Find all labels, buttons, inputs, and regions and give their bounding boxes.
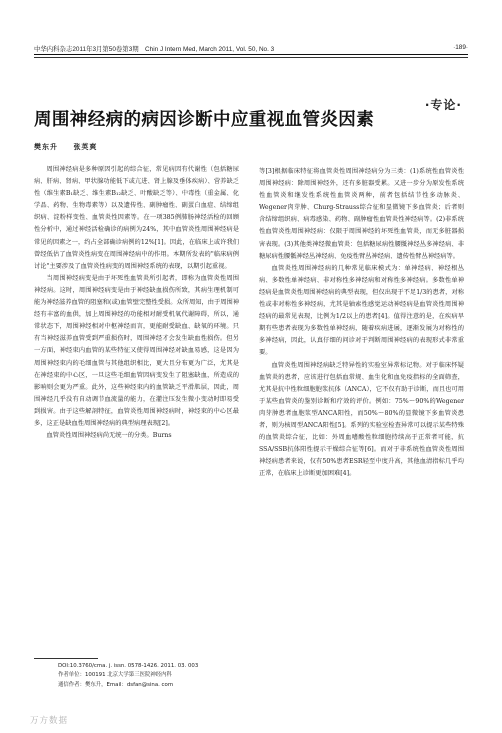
journal-citation: 中华内科杂志2011年3月第50卷第3期 Chin J Intern Med, March 2011, Vol. 50, No. 3: [34, 46, 275, 53]
author-name: 张英爽: [73, 143, 98, 151]
body-paragraph: 血管炎性周围神经病的几种常见临床模式为：单神经病、神经根丛病、多数性单神经病、非对称性多神经病和对称性多神经病。多数性单神经病是血管炎性周围神经病的典型表现，但仅出现于不足1/3的患者，对称性或非对称性多神经病，尤其是轴索性感觉运动神经病是血管炎性周围神经病的最常见表现，比例为1/2以上的患者[4]。值得注意的是，在疾病早期有些患者表现为多数性单神经病，随着疾病进展，逐渐发展为对称性的多神经病，因此，认真仔细的问诊对于判断周围神经病的表现形式非常重要。: [259, 264, 464, 357]
author-name: 樊东升: [34, 143, 58, 151]
footnote-rule: [34, 658, 98, 659]
body-paragraph: 周围神经病是多种原因引起的综合征，常见病因有代谢性（包括糖尿病、肝病、肾病、甲状腺功能低下或亢进、肾上腺及垂体疾病）、营养缺乏性（维生素B₁缺乏、维生素B₁₂缺乏、叶酸缺乏等）、中毒性（重金属、化学品、药物、生物毒素等）以及遗传性、副肿瘤性、副蛋白血症、结缔组织病、淀粉样变性、血管炎性因素等。在一项385例肺肠神经活检的回顾性分析中，通过神经活检确诊的病例为24%，其中血管炎性周围神经病是常见的因素之一，约占全部确诊病例的12%[1]。因此，在临床上或许我们曾经低估了血管炎性病变在周围神经病中的作用。本期所发表的"临床病例讨论"主要涉及了血管炎性病变的周围神经系统的表现，以期引起重视。: [34, 166, 239, 270]
body-column-left: [34, 164, 239, 442]
column-tag: ·专论·: [424, 98, 462, 112]
correspondence-line: 通信作者：樊东升，Email：dsfan@sina. com: [58, 681, 174, 688]
article-title: 周围神经病的病因诊断中应重视血管炎因素: [34, 110, 375, 130]
body-paragraph: 血管炎性周围神经病缺乏特异性的实验室异常标记物。对于临床怀疑血管炎的患者，应该进行包括血常规、血生化和血免疫指标的全面筛查，尤其是抗中性粒细胞胞浆抗体（ANCA），它不仅有助于诊断，而且也可用于某些血管炎的鉴别诊断和疗效的评价。例如：75%～90%的Wegener肉芽肿患者血胞浆型ANCA阳性，而50%～80%的显微镜下多血管炎患者，则为核周型ANCA阳性[5]。系列的实验室检查异常可以提示某些特殊的血管炎综合征，比如：外周血嗜酸性粒细胞持续高于正常者可能，抗SSA/SSB抗体阳性提示干燥综合征等[6]。而对于非系统性血管炎性周围神经病患者来说，仅有50%患者ESR轻至中度升高，其他血清指标几乎均正常，在临床上诊断更加困难[4]。: [259, 361, 464, 478]
body-paragraph: 血管炎性周围神经病尚无统一的分类。Burns: [46, 432, 172, 440]
author-line: [34, 142, 109, 152]
body-column-right: [259, 166, 464, 480]
doi-line: DOI:10.3760/cma. j. issn. 0578-1426. 2011. 03. 003: [58, 663, 199, 669]
page-number: ·189·: [453, 44, 468, 51]
body-paragraph: 当周围神经病变是由于坏死性血管炎所引起者，即称为血管炎性周围神经病。这时，周围神经病变是由于神经缺血损伤所致，其病生理机制可能为神经滋养血管的阻塞和(或)血管壁完整性受损。众所周知，由于周围神经有丰富的血供，加上周围神经的功能相对耐受机氧代谢障碍，所以，通常状态下，周围神经相对中枢神经而言，更能耐受缺血、缺氧的环境。只有当神经滋养血管受到严重损伤时，周围神经才会发生缺血性损伤。但另一方面，神经束内血管的某些特征又使得周围神经对缺血易感，这是因为周围神经束内的毛细血管与其他组织相比，更大且分布更为广泛，尤其是在神经束的中心区，一旦这些毛细血管因病变发生了阻塞缺血，所造成的影响则会更为严重。此外，这些神经束内的血管缺乏平滑肌层，因此，周围神经几乎没有自动调节血流量的能力，在灌注压发生微小变动时即易受到损害。由于这些解剖特征，血管炎性周围神经病时，神经束的中心区最多，这正是缺血性周围神经病的典型病理表现[2]。: [34, 274, 239, 427]
header-rule: [34, 54, 468, 55]
header-rule-thin: [34, 57, 468, 58]
body-paragraph: 等[3]根据临床特征将血管炎性周围神经病分为三类：(1)系统性血管炎性周围神经病：除周围神经外，还有多脏器受累。又进一步分为原发性系统性血管炎和继发性系统性血管炎两种，前者包括结节性多动脉炎、Wegener肉芽肿、Churg-Strauss综合征和显微镜下多血管炎；后者则含结缔组织病、病毒感染、药物、副肿瘤性血管炎性神经病等。(2)非系统性血管炎性周围神经病：仅限于周围神经的坏死性血管炎，而无多脏器损害表现。(3)其他类神经微血管炎：包括糖尿病性腰骶神经丛多神经病、非糖尿病性腰骶神经丛神经病、免疫性臂丛神经病、遗传性臂丛神经病等。: [259, 168, 464, 260]
affiliation-line: 作者单位：100191 北京大学第三医院神经内科: [58, 672, 172, 679]
footnote: [58, 662, 198, 690]
watermark: 万方数据: [30, 716, 69, 726]
